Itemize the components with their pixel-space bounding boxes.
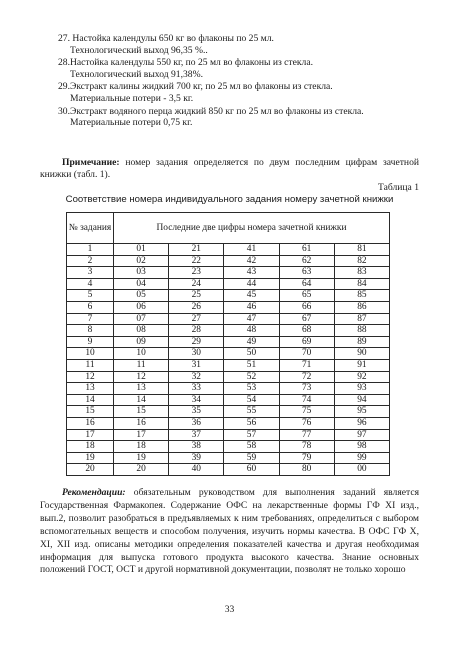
digits-cell: 29 xyxy=(169,336,224,348)
digits-cell: 83 xyxy=(334,267,389,279)
digits-cell: 03 xyxy=(114,267,169,279)
digits-cell: 06 xyxy=(114,301,169,313)
table-row xyxy=(67,371,390,383)
list-item xyxy=(58,106,408,129)
task-number-cell: 7 xyxy=(67,313,114,325)
digits-cell: 19 xyxy=(114,452,169,464)
digits-cell: 51 xyxy=(224,359,279,371)
digits-cell: 42 xyxy=(224,255,279,267)
digits-cell: 32 xyxy=(169,371,224,383)
table-row xyxy=(67,278,390,290)
table-row xyxy=(67,452,390,464)
digits-cell: 87 xyxy=(334,313,389,325)
table-body xyxy=(67,244,390,476)
digits-cell: 16 xyxy=(114,417,169,429)
table-row xyxy=(67,336,390,348)
digits-cell: 61 xyxy=(279,244,334,256)
task-number-cell: 4 xyxy=(67,278,114,290)
digits-cell: 60 xyxy=(224,464,279,476)
digits-cell: 11 xyxy=(114,359,169,371)
table-row xyxy=(67,406,390,418)
digits-cell: 38 xyxy=(169,441,224,453)
table-row xyxy=(67,417,390,429)
digits-cell: 75 xyxy=(279,406,334,418)
table-row xyxy=(67,255,390,267)
list-item-text: 29.Экстракт калины жидкий 700 кг, по 25 мл во флаконы из стекла. xyxy=(58,81,333,93)
digits-cell: 46 xyxy=(224,301,279,313)
table-row xyxy=(67,383,390,395)
digits-cell: 72 xyxy=(279,371,334,383)
task-number-cell: 11 xyxy=(67,359,114,371)
digits-cell: 50 xyxy=(224,348,279,360)
task-number-cell: 14 xyxy=(67,394,114,406)
digits-cell: 41 xyxy=(224,244,279,256)
digits-cell: 33 xyxy=(169,383,224,395)
task-number-cell: 2 xyxy=(67,255,114,267)
task-number-cell: 16 xyxy=(67,417,114,429)
task-list xyxy=(58,33,408,130)
digits-cell: 86 xyxy=(334,301,389,313)
digits-cell: 47 xyxy=(224,313,279,325)
table-row xyxy=(67,464,390,476)
table-row xyxy=(67,441,390,453)
digits-cell: 94 xyxy=(334,394,389,406)
task-number-cell: 20 xyxy=(67,464,114,476)
digits-cell: 79 xyxy=(279,452,334,464)
list-item-detail: Материальные потери 0,75 кг. xyxy=(70,117,193,129)
list-item-detail: Материальные потери - 3,5 кг. xyxy=(70,92,194,104)
digits-cell: 21 xyxy=(169,244,224,256)
digits-cell: 43 xyxy=(224,267,279,279)
digits-cell: 90 xyxy=(334,348,389,360)
note-paragraph xyxy=(40,157,419,181)
digits-cell: 34 xyxy=(169,394,224,406)
digits-cell: 55 xyxy=(224,406,279,418)
digits-cell: 95 xyxy=(334,406,389,418)
digits-cell: 27 xyxy=(169,313,224,325)
digits-cell: 70 xyxy=(279,348,334,360)
digits-cell: 84 xyxy=(334,278,389,290)
digits-cell: 17 xyxy=(114,429,169,441)
task-number-cell: 9 xyxy=(67,336,114,348)
task-number-cell: 18 xyxy=(67,441,114,453)
digits-cell: 02 xyxy=(114,255,169,267)
table-row xyxy=(67,313,390,325)
digits-cell: 53 xyxy=(224,383,279,395)
digits-cell: 92 xyxy=(334,371,389,383)
task-number-cell: 1 xyxy=(67,244,114,256)
digits-cell: 59 xyxy=(224,452,279,464)
digits-cell: 80 xyxy=(279,464,334,476)
task-number-cell: 17 xyxy=(67,429,114,441)
task-number-cell: 8 xyxy=(67,325,114,337)
digits-cell: 40 xyxy=(169,464,224,476)
digits-cell: 01 xyxy=(114,244,169,256)
digits-cell: 67 xyxy=(279,313,334,325)
digits-cell: 96 xyxy=(334,417,389,429)
list-item-text: 28.Настойка календулы 550 кг, по 25 мл во флаконы из стекла. xyxy=(58,57,313,69)
digits-cell: 73 xyxy=(279,383,334,395)
digits-cell: 35 xyxy=(169,406,224,418)
digits-cell: 99 xyxy=(334,452,389,464)
page-number: 33 xyxy=(224,604,235,615)
digits-cell: 58 xyxy=(224,441,279,453)
table-row xyxy=(67,301,390,313)
digits-cell: 20 xyxy=(114,464,169,476)
digits-cell: 24 xyxy=(169,278,224,290)
note-label: Примечание: xyxy=(62,157,120,168)
digits-cell: 63 xyxy=(279,267,334,279)
digits-cell: 62 xyxy=(279,255,334,267)
digits-cell: 12 xyxy=(114,371,169,383)
digits-cell: 13 xyxy=(114,383,169,395)
list-item xyxy=(58,33,408,56)
digits-cell: 18 xyxy=(114,441,169,453)
digits-cell: 74 xyxy=(279,394,334,406)
task-number-cell: 19 xyxy=(67,452,114,464)
digits-cell: 93 xyxy=(334,383,389,395)
digits-cell: 65 xyxy=(279,290,334,302)
digits-cell: 31 xyxy=(169,359,224,371)
digits-cell: 97 xyxy=(334,429,389,441)
table-row xyxy=(67,429,390,441)
digits-cell: 98 xyxy=(334,441,389,453)
digits-cell: 71 xyxy=(279,359,334,371)
task-number-cell: 12 xyxy=(67,371,114,383)
digits-cell: 26 xyxy=(169,301,224,313)
recommendations-label: Рекомендации: xyxy=(62,487,126,498)
digits-cell: 85 xyxy=(334,290,389,302)
list-item-text: 27. Настойка календулы 650 кг во флаконы по 25 мл. xyxy=(58,33,274,44)
digits-cell: 54 xyxy=(224,394,279,406)
task-number-cell: 5 xyxy=(67,290,114,302)
task-number-cell: 10 xyxy=(67,348,114,360)
digits-cell: 08 xyxy=(114,325,169,337)
digits-cell: 04 xyxy=(114,278,169,290)
assignment-table xyxy=(66,212,390,476)
digits-cell: 69 xyxy=(279,336,334,348)
digits-cell: 44 xyxy=(224,278,279,290)
table-caption: Соответствие номера индивидуального задания номеру зачетной книжки xyxy=(65,194,394,205)
header-task-number: № задания xyxy=(67,213,114,244)
table-row xyxy=(67,348,390,360)
digits-cell: 39 xyxy=(169,452,224,464)
recommendations-paragraph xyxy=(40,487,419,577)
digits-cell: 56 xyxy=(224,417,279,429)
table-row xyxy=(67,244,390,256)
digits-cell: 77 xyxy=(279,429,334,441)
task-number-cell: 13 xyxy=(67,383,114,395)
recommendations-text: обязательным руководством для выполнения заданий является Государственная Фармакопея. Содержание ОФС на лекарственные формы ГФ XI изд., вып.2, позволит разобраться в предъявляемых к ним требованиях, определиться с выбором вспомогательных веществ и способом получения, изучить нормы качества. В ОФС ГФ X, XI, XII изд. описаны методики определения показателей качества и другая необходимая информация для выпуска готового продукта высокого качества. Знание основных положений ГОСТ, ОСТ и другой нормативной документации, позволят не только хорошо xyxy=(40,487,419,576)
task-number-cell: 3 xyxy=(67,267,114,279)
digits-cell: 45 xyxy=(224,290,279,302)
list-item xyxy=(58,81,408,104)
digits-cell: 52 xyxy=(224,371,279,383)
digits-cell: 10 xyxy=(114,348,169,360)
list-item-text: 30.Экстракт водяного перца жидкий 850 кг по 25 мл во флаконы из стекла. xyxy=(58,105,364,117)
digits-cell: 88 xyxy=(334,325,389,337)
digits-cell: 37 xyxy=(169,429,224,441)
list-item xyxy=(58,57,408,80)
digits-cell: 23 xyxy=(169,267,224,279)
digits-cell: 91 xyxy=(334,359,389,371)
digits-cell: 15 xyxy=(114,406,169,418)
digits-cell: 68 xyxy=(279,325,334,337)
digits-cell: 48 xyxy=(224,325,279,337)
digits-cell: 64 xyxy=(279,278,334,290)
table-number: Таблица 1 xyxy=(377,182,419,193)
list-item-detail: Технологический выход 96,35 %.. xyxy=(70,44,208,56)
note-text: номер задания определяется по двум последним цифрам зачетной книжки (табл. 1). xyxy=(40,157,419,180)
digits-cell: 05 xyxy=(114,290,169,302)
digits-cell: 49 xyxy=(224,336,279,348)
table-row xyxy=(67,325,390,337)
header-last-digits: Последние две цифры номера зачетной книжки xyxy=(114,213,390,244)
digits-cell: 57 xyxy=(224,429,279,441)
table-row xyxy=(67,394,390,406)
digits-cell: 82 xyxy=(334,255,389,267)
digits-cell: 28 xyxy=(169,325,224,337)
digits-cell: 00 xyxy=(334,464,389,476)
digits-cell: 14 xyxy=(114,394,169,406)
task-number-cell: 6 xyxy=(67,301,114,313)
table-header-row xyxy=(67,213,390,244)
digits-cell: 36 xyxy=(169,417,224,429)
table-row xyxy=(67,359,390,371)
digits-cell: 30 xyxy=(169,348,224,360)
digits-cell: 09 xyxy=(114,336,169,348)
digits-cell: 76 xyxy=(279,417,334,429)
task-number-cell: 15 xyxy=(67,406,114,418)
table-row xyxy=(67,290,390,302)
digits-cell: 66 xyxy=(279,301,334,313)
table-row xyxy=(67,267,390,279)
digits-cell: 22 xyxy=(169,255,224,267)
digits-cell: 81 xyxy=(334,244,389,256)
list-item-detail: Технологический выход 91,38%. xyxy=(70,68,203,80)
digits-cell: 07 xyxy=(114,313,169,325)
digits-cell: 78 xyxy=(279,441,334,453)
digits-cell: 25 xyxy=(169,290,224,302)
digits-cell: 89 xyxy=(334,336,389,348)
